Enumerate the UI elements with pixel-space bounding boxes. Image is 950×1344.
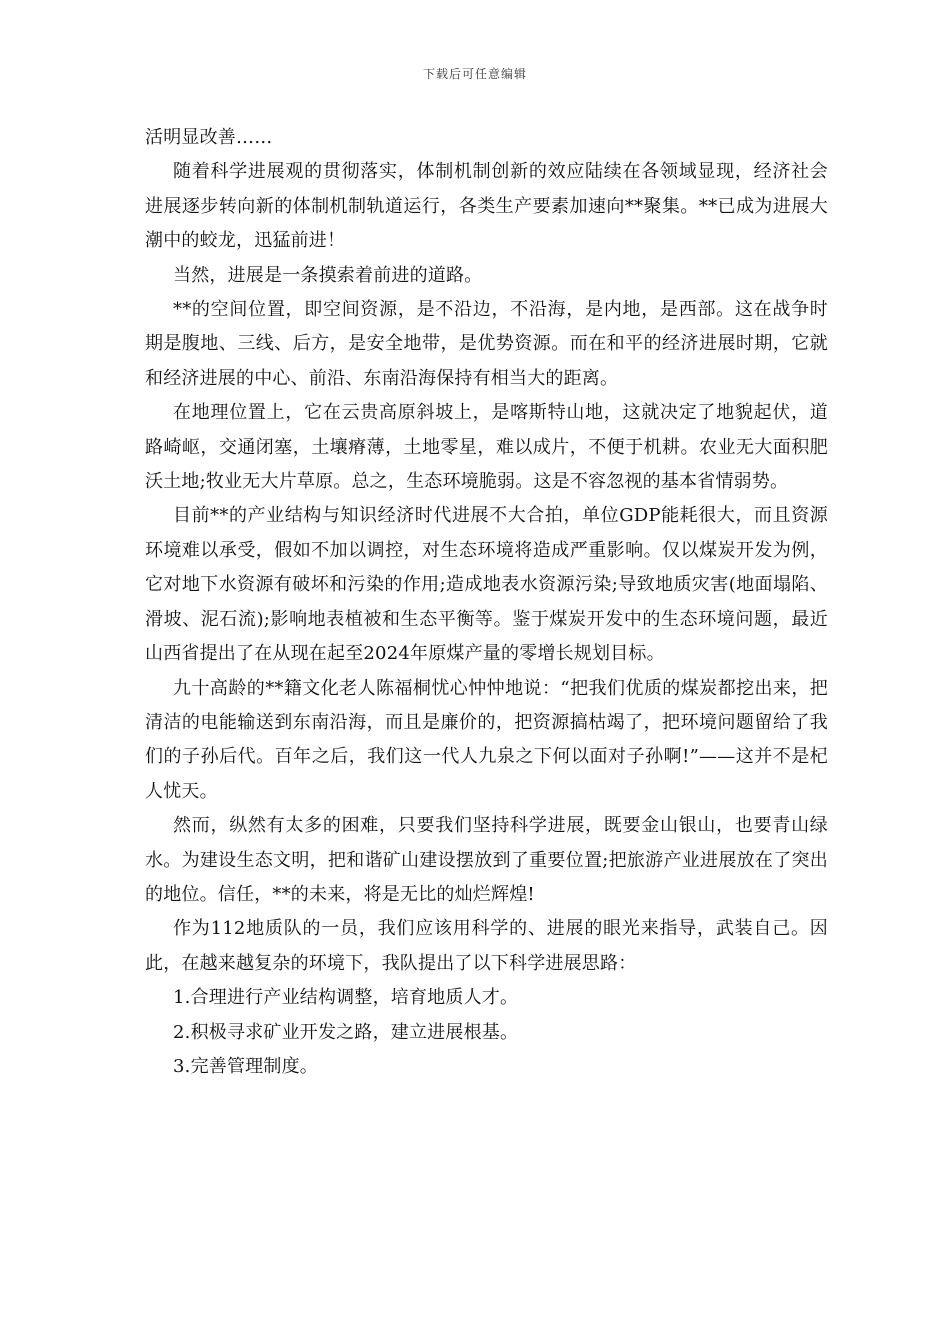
paragraph-2: 随着科学进展观的贯彻落实，体制机制创新的效应陆续在各领域显现，经济社会进展逐步转向新的体制机制轨道运行，各类生产要素加速向**聚集。**已成为进展大潮中的蛟龙，迅猛前进！	[145, 161, 828, 252]
list-item-3: 3.完善管理制度。	[173, 1055, 318, 1077]
document-body	[145, 121, 828, 1084]
paragraph-3: 当然，进展是一条摸索着前进的道路。	[173, 264, 483, 286]
paragraph-8: 然而，纵然有太多的困难，只要我们坚持科学进展，既要金山银山，也要青山绿水。为建设生态文明，把和谐矿山建设摆放到了重要位置;把旅游产业进展放在了突出的地位。信任，**的未来，将是无比的灿烂辉煌!	[145, 815, 828, 905]
paragraph-5: 在地理位置上，它在云贵高原斜坡上，是喀斯特山地，这就决定了地貌起伏，道路崎岖，交通闭塞，土壤瘠薄，土地零星，难以成片，不便于机耕。农业无大面积肥沃土地;牧业无大片草原。总之，生态环境脆弱。这是不容忽视的基本省情弱势。	[145, 402, 828, 493]
paragraph-6: 目前**的产业结构与知识经济时代进展不大合拍，单位GDP能耗很大，而且资源环境难以承受，假如不加以调控，对生态环境将造成严重影响。仅以煤炭开发为例，它对地下水资源有破坏和污染的作用;造成地表水资源污染;导致地质灾害(地面塌陷、滑坡、泥石流);影响地表植被和生态平衡等。鉴于煤炭开发中的生态环境问题，最近山西省提出了在从现在起至2024年原煤产量的零增长规划目标。	[145, 505, 828, 665]
page-header: 下载后可任意编辑	[422, 67, 527, 81]
paragraph-1: 活明显改善……	[145, 127, 273, 148]
list-item-1: 1.合理进行产业结构调整，培育地质人才。	[173, 987, 519, 1009]
paragraph-7: 九十高龄的**籍文化老人陈福桐忧心忡忡地说：“把我们优质的煤炭都挖出来，把清洁的电能输送到东南沿海，而且是廉价的，把资源搞枯竭了，把环境问题留给了我们的子孙后代。百年之后，我们这一代人九泉之下何以面对子孙啊!”——这并不是杞人忧天。	[145, 677, 828, 802]
list-item-2: 2.积极寻求矿业开发之路，建立进展根基。	[173, 1021, 519, 1043]
paragraph-9: 作为112地质队的一员，我们应该用科学的、进展的眼光来指导，武装自己。因此，在越来越复杂的环境下，我队提出了以下科学进展思路：	[145, 918, 828, 974]
paragraph-4: **的空间位置，即空间资源，是不沿边，不沿海，是内地，是西部。这在战争时期是腹地、三线、后方，是安全地带，是优势资源。而在和平的经济进展时期，它就和经济进展的中心、前沿、东南沿海保持有相当大的距离。	[145, 299, 828, 389]
